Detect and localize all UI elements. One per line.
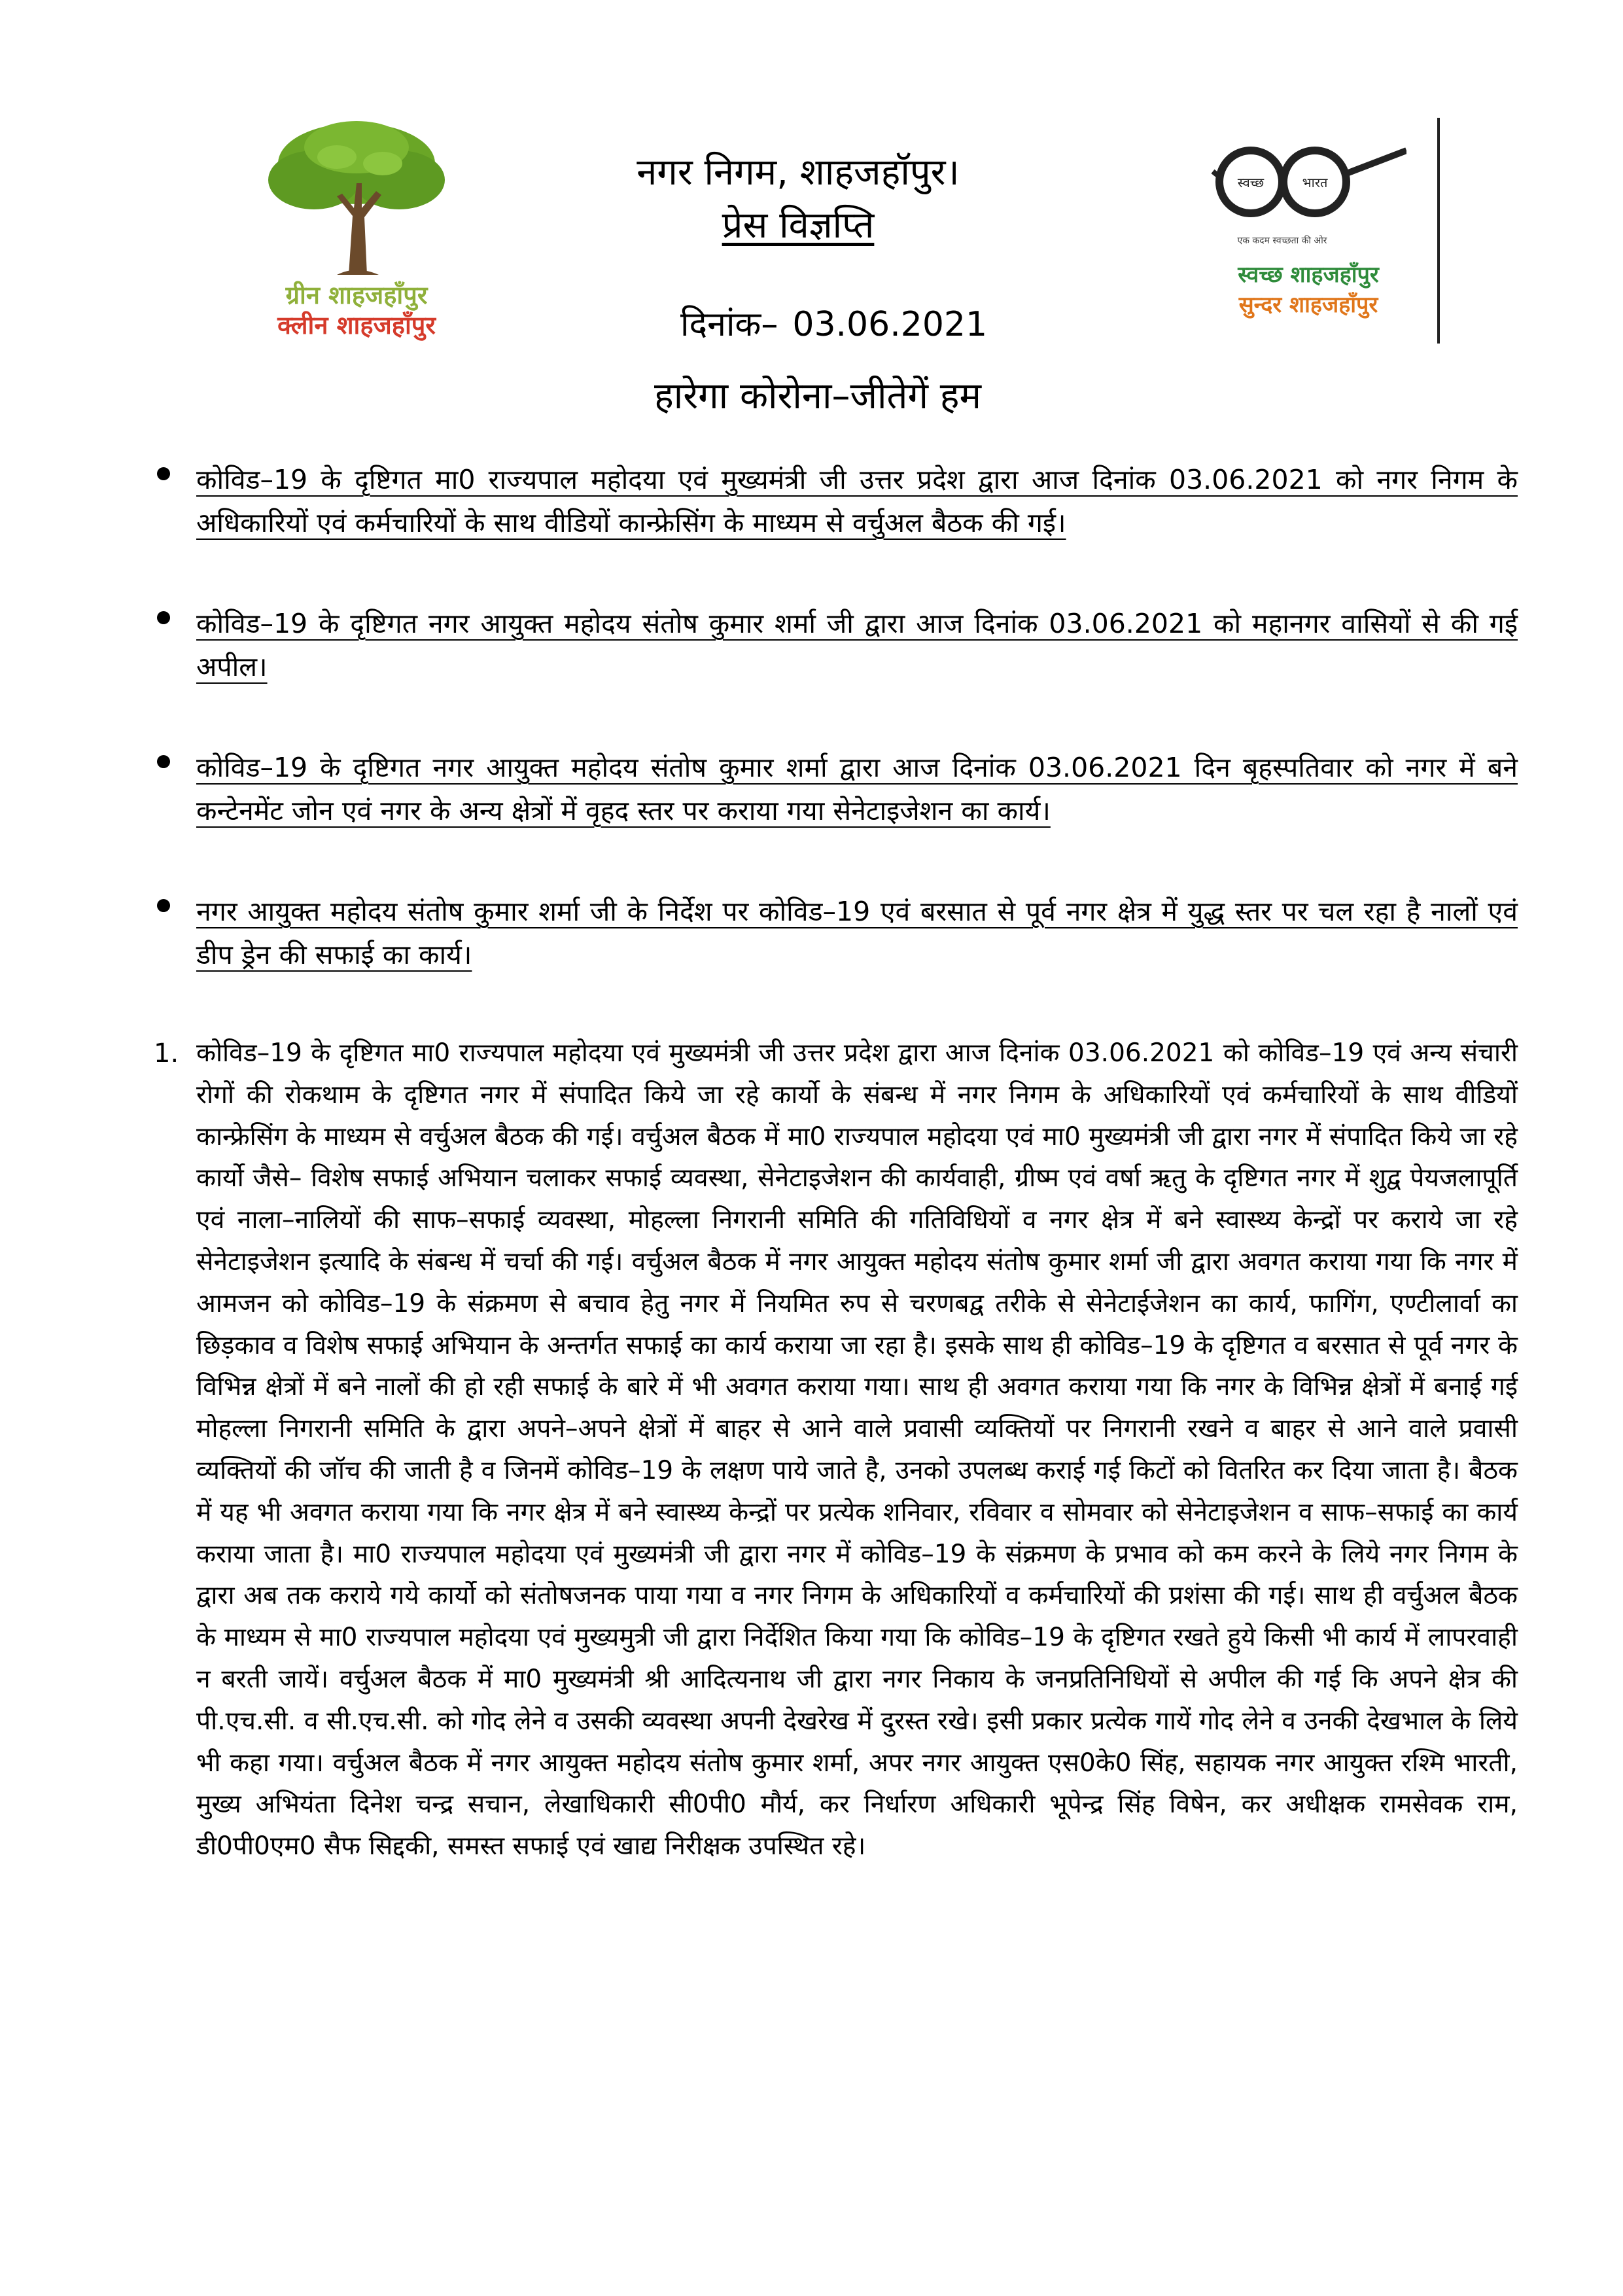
bullet-text: नगर आयुक्त महोदय संतोष कुमार शर्मा जी के निर्देश पर कोविड–19 एवं बरसात से पूर्व नगर क्षेत्र में युद्ध स्तर पर चल रहा है नालों एवं डीप ड्रेन की सफाई का कार्य। [196, 896, 1518, 970]
date-line [680, 300, 987, 346]
logo-left-line1: ग्रीन शाहजहाँपुर [285, 281, 428, 309]
document-type: प्रेस विज्ञप्ति [722, 204, 875, 247]
paragraph-text: कोविड–19 के दृष्टिगत मा0 राज्यपाल महोदया एवं मुख्यमंत्री जी उत्तर प्रदेश द्वारा आज दिनांक 03.06.2021 को कोविड–19 एवं अन्य संचारी रोगों की रोकथाम के दृष्टिगत नगर में संपादित किये जा रहे कार्यो के संबन्ध में नगर निगम के अधिकारियों एवं कर्मचारियों के साथ वीडियों कान्फ्रेसिंग के माध्यम से वर्चुअल बैठक की गई। वर्चुअल बैठक में मा0 राज्यपाल महोदया एवं मा0 मुख्यमंत्री जी द्वारा नगर में संपादित किये जा रहे कार्यो जैसे– विशेष सफाई अभियान चलाकर सफाई व्यवस्था, सेनेटाइजेशन की कार्यवाही, ग्रीष्म एवं वर्षा ऋतु के दृष्टिगत नगर में शुद्व पेयजलापूर्ति एवं नाला–नालियों की साफ–सफाई व्यवस्था, मोहल्ला निगरानी समिति की गतिविधियों व नगर क्षेत्र में बने स्वास्थ्य केन्द्रों पर कराये जा रहे सेनेटाइजेशन इत्यादि के संबन्ध में चर्चा की गई। वर्चुअल बैठक में नगर आयुक्त महोदय संतोष कुमार शर्मा जी द्वारा अवगत कराया गया कि नगर में आमजन को कोविड–19 के संक्रमण से बचाव हेतु नगर में नियमित रुप से चरणबद्व तरीके से सेनेटाईजेशन का कार्य, फागिंग, एण्टीलार्वा का छिड़काव व विशेष सफाई अभियान के अन्तर्गत सफाई का कार्य कराया जा रहा है। इसके साथ ही कोविड–19 के दृष्टिगत व बरसात से पूर्व नगर के विभिन्न क्षेत्रों में बने नालों की हो रही सफाई के बारे में भी अवगत कराया गया। साथ ही अवगत कराया गया कि नगर के विभिन्न क्षेत्रों में बनाई गई मोहल्ला निगरानी समिति के द्वारा अपने–अपने क्षेत्रों में बाहर से आने वाले प्रवासी व्यक्तियों पर निगरानी रखने व बाहर से आने वाले प्रवासी व्यक्तियों की जॉच की जाती है व जिनमें कोविड–19 के लक्षण पाये जाते है, उनको उपलब्ध कराई गई किटों को वितरित कर दिया जाता है। बैठक में यह भी अवगत कराया गया कि नगर क्षेत्र में बने स्वास्थ्य केन्द्रों पर प्रत्येक शनिवार, रविवार व सोमवार को सेनेटाइजेशन व साफ–सफाई का कार्य कराया जाता है। मा0 राज्यपाल महोदया एवं मुख्यमंत्री जी द्वारा नगर में कोविड–19 के संक्रमण के प्रभाव को कम करने के लिये नगर निगम के द्वारा अब तक कराये गये कार्यो को संतोषजनक पाया गया व नगर निगम के अधिकारियों व कर्मचारियों की प्रशंसा की गई। साथ ही वर्चुअल बैठक के माध्यम से मा0 राज्यपाल महोदया एवं मुख्यमुत्री जी द्वारा निर्देशित किया गया कि कोविड–19 के दृष्टिगत रखते हुये किसी भी कार्य में लापरवाही न बरती जायें। वर्चुअल बैठक में मा0 मुख्यमंत्री श्री आदित्यनाथ जी द्वारा नगर निकाय के जनप्रतिनिधियों से अपील की गई कि अपने क्षेत्र की पी.एच.सी. व सी.एच.सी. को गोद लेने व उसकी व्यवस्था अपनी देखरेख में दुरस्त रखे। इसी प्रकार प्रत्येक गायें गोद लेने व उनकी देखभाल के लिये भी कहा गया। वर्चुअल बैठक में नगर आयुक्त महोदय संतोष कुमार शर्मा, अपर नगर आयुक्त एस0के0 सिंह, सहायक नगर आयुक्त रश्मि भारती, मुख्य अभियंता दिनेश चन्द्र सचान, लेखाधिकारी सी0पी0 मौर्य, कर निर्धारण अधिकारी भूपेन्द्र सिंह विषेन, कर अधीक्षक रामसेवक राम, डी0पी0एम0 सैफ सिद्दकी, समस्त सफाई एवं खाद्य निरीक्षक उपस्थित रहे। [196, 1038, 1518, 1862]
date-label: दिनांक– [680, 305, 778, 344]
gandhi-glasses-icon [1210, 131, 1406, 236]
logo-right-tagline: एक कदम स्वच्छता की ओर [1237, 236, 1327, 246]
bullet-text: कोविड–19 के दृष्टिगत नगर आयुक्त महोदय संतोष कुमार शर्मा द्वारा आज दिनांक 03.06.2021 दिन बृहस्पतिवार को नगर में बने कन्टेनमेंट जोन एवं नगर के अन्य क्षेत्रों में वृहद स्तर पर कराया गया सेनेटाइजेशन का कार्य। [196, 752, 1518, 826]
badge-left-text: स्वच्छ [1237, 175, 1265, 190]
header-divider [1437, 118, 1440, 344]
tree-icon [258, 118, 455, 281]
header-center [563, 150, 1034, 247]
bullet-text: कोविड–19 के दृष्टिगत मा0 राज्यपाल महोदया एवं मुख्यमंत्री जी उत्तर प्रदेश द्वारा आज दिनांक 03.06.2021 को नगर निगम के अधिकारियों एवं कर्मचारियों के साथ वीडियों कान्फ्रेसिंग के माध्यम से वर्चुअल बैठक की गई। [196, 464, 1518, 539]
bullet-dot-icon [157, 899, 170, 912]
logo-right-line1: स्वच्छ शाहजहाँपुर [1238, 262, 1379, 288]
slogan: हारेगा कोरोना–जीतेगें हम [654, 375, 981, 417]
org-name: नगर निगम, शाहजहॉपुर। [637, 151, 960, 194]
logo-right-line2: सुन्दर शाहजहाँपुर [1238, 292, 1378, 318]
green-shahjahanpur-logo [245, 118, 468, 353]
bullet-text: कोविड–19 के दृष्टिगत नगर आयुक्त महोदय संतोष कुमार शर्मा जी द्वारा आज दिनांक 03.06.2021 को महानगर वासियों से की गई अपील। [196, 608, 1518, 682]
bullet-dot-icon [157, 467, 170, 480]
badge-right-text: भारत [1302, 175, 1328, 190]
swachh-bharat-logo [1210, 131, 1426, 340]
bullet-dot-icon [157, 755, 170, 768]
paragraph-number: 1. [154, 1038, 179, 1069]
date-value: 03.06.2021 [792, 305, 988, 344]
logo-left-line2: क्लीन शाहजहाँपुर [277, 311, 436, 340]
bullet-dot-icon [157, 611, 170, 624]
